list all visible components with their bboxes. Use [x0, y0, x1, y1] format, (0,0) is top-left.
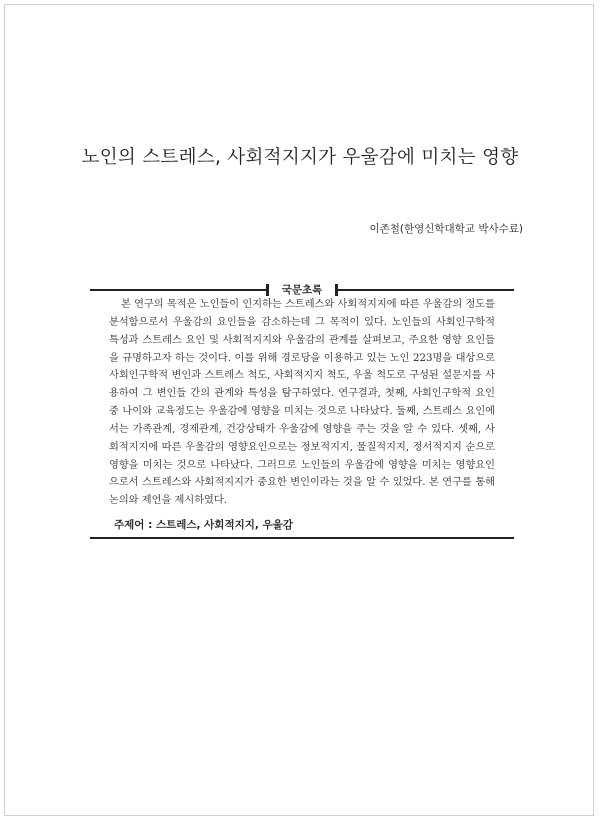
- abstract-heading: 국문초록: [281, 284, 323, 296]
- abstract-bottom-rule: [90, 537, 514, 539]
- heading-rule-right: [338, 289, 514, 291]
- keywords-label: 주제어 :: [114, 519, 156, 531]
- abstract-body: 본 연구의 목적은 노인들이 인지하는 스트레스와 사회적지지에 따른 우울감의 정도를 분석함으로서 우울감의 요인들을 감소하는데 그 목적이 있다. 노인들의 사회인구학적 특성과 스트레스 요인 및 사회적지지와 우울감의 관계를 살펴보고, 주요한 영향 요인들을 규명하고자 하는 것이다. 이를 위해 경로당을 이용하고 있는 노인 223명을 대상으로 사회인구학적 변인과 스트레스 척도, 사회적지지 척도, 우울 척도로 구성된 설문지를 사용하여 그 변인들 간의 관계와 특성을 탐구하였다. 연구결과, 첫째, 사회인구학적 요인 중 나이와 교육정도는 우울감에 영향을 미치는 것으로 나타났다. 둘째, 스트레스 요인에서는 가족관계, 경제관계, 건강상태가 우울감에 영향을 주는 것을 알 수 있다. 셋째, 사회적지지에 따른 우울감의 영향요인으로는 정보적지지, 물질적지지, 정서적지지 순으로 영향을 미치는 것으로 나타났다. 그러므로 노인들의 우울감에 영향을 미치는 영향요인으로서 스트레스와 사회적지지가 중요한 변인이라는 것을 알 수 있었다. 본 연구를 통해 논의와 제언을 제시하였다.: [109, 299, 495, 507]
- author-affiliation: 이존철(한영신학대학교 박사수료): [369, 223, 523, 235]
- keywords-list: 스트레스, 사회적지지, 우울감: [155, 519, 293, 531]
- keywords-line: [114, 517, 293, 532]
- abstract-heading-rule: [90, 284, 514, 296]
- paper-title: 노인의 스트레스, 사회적지지가 우울감에 미치는 영향: [81, 147, 519, 168]
